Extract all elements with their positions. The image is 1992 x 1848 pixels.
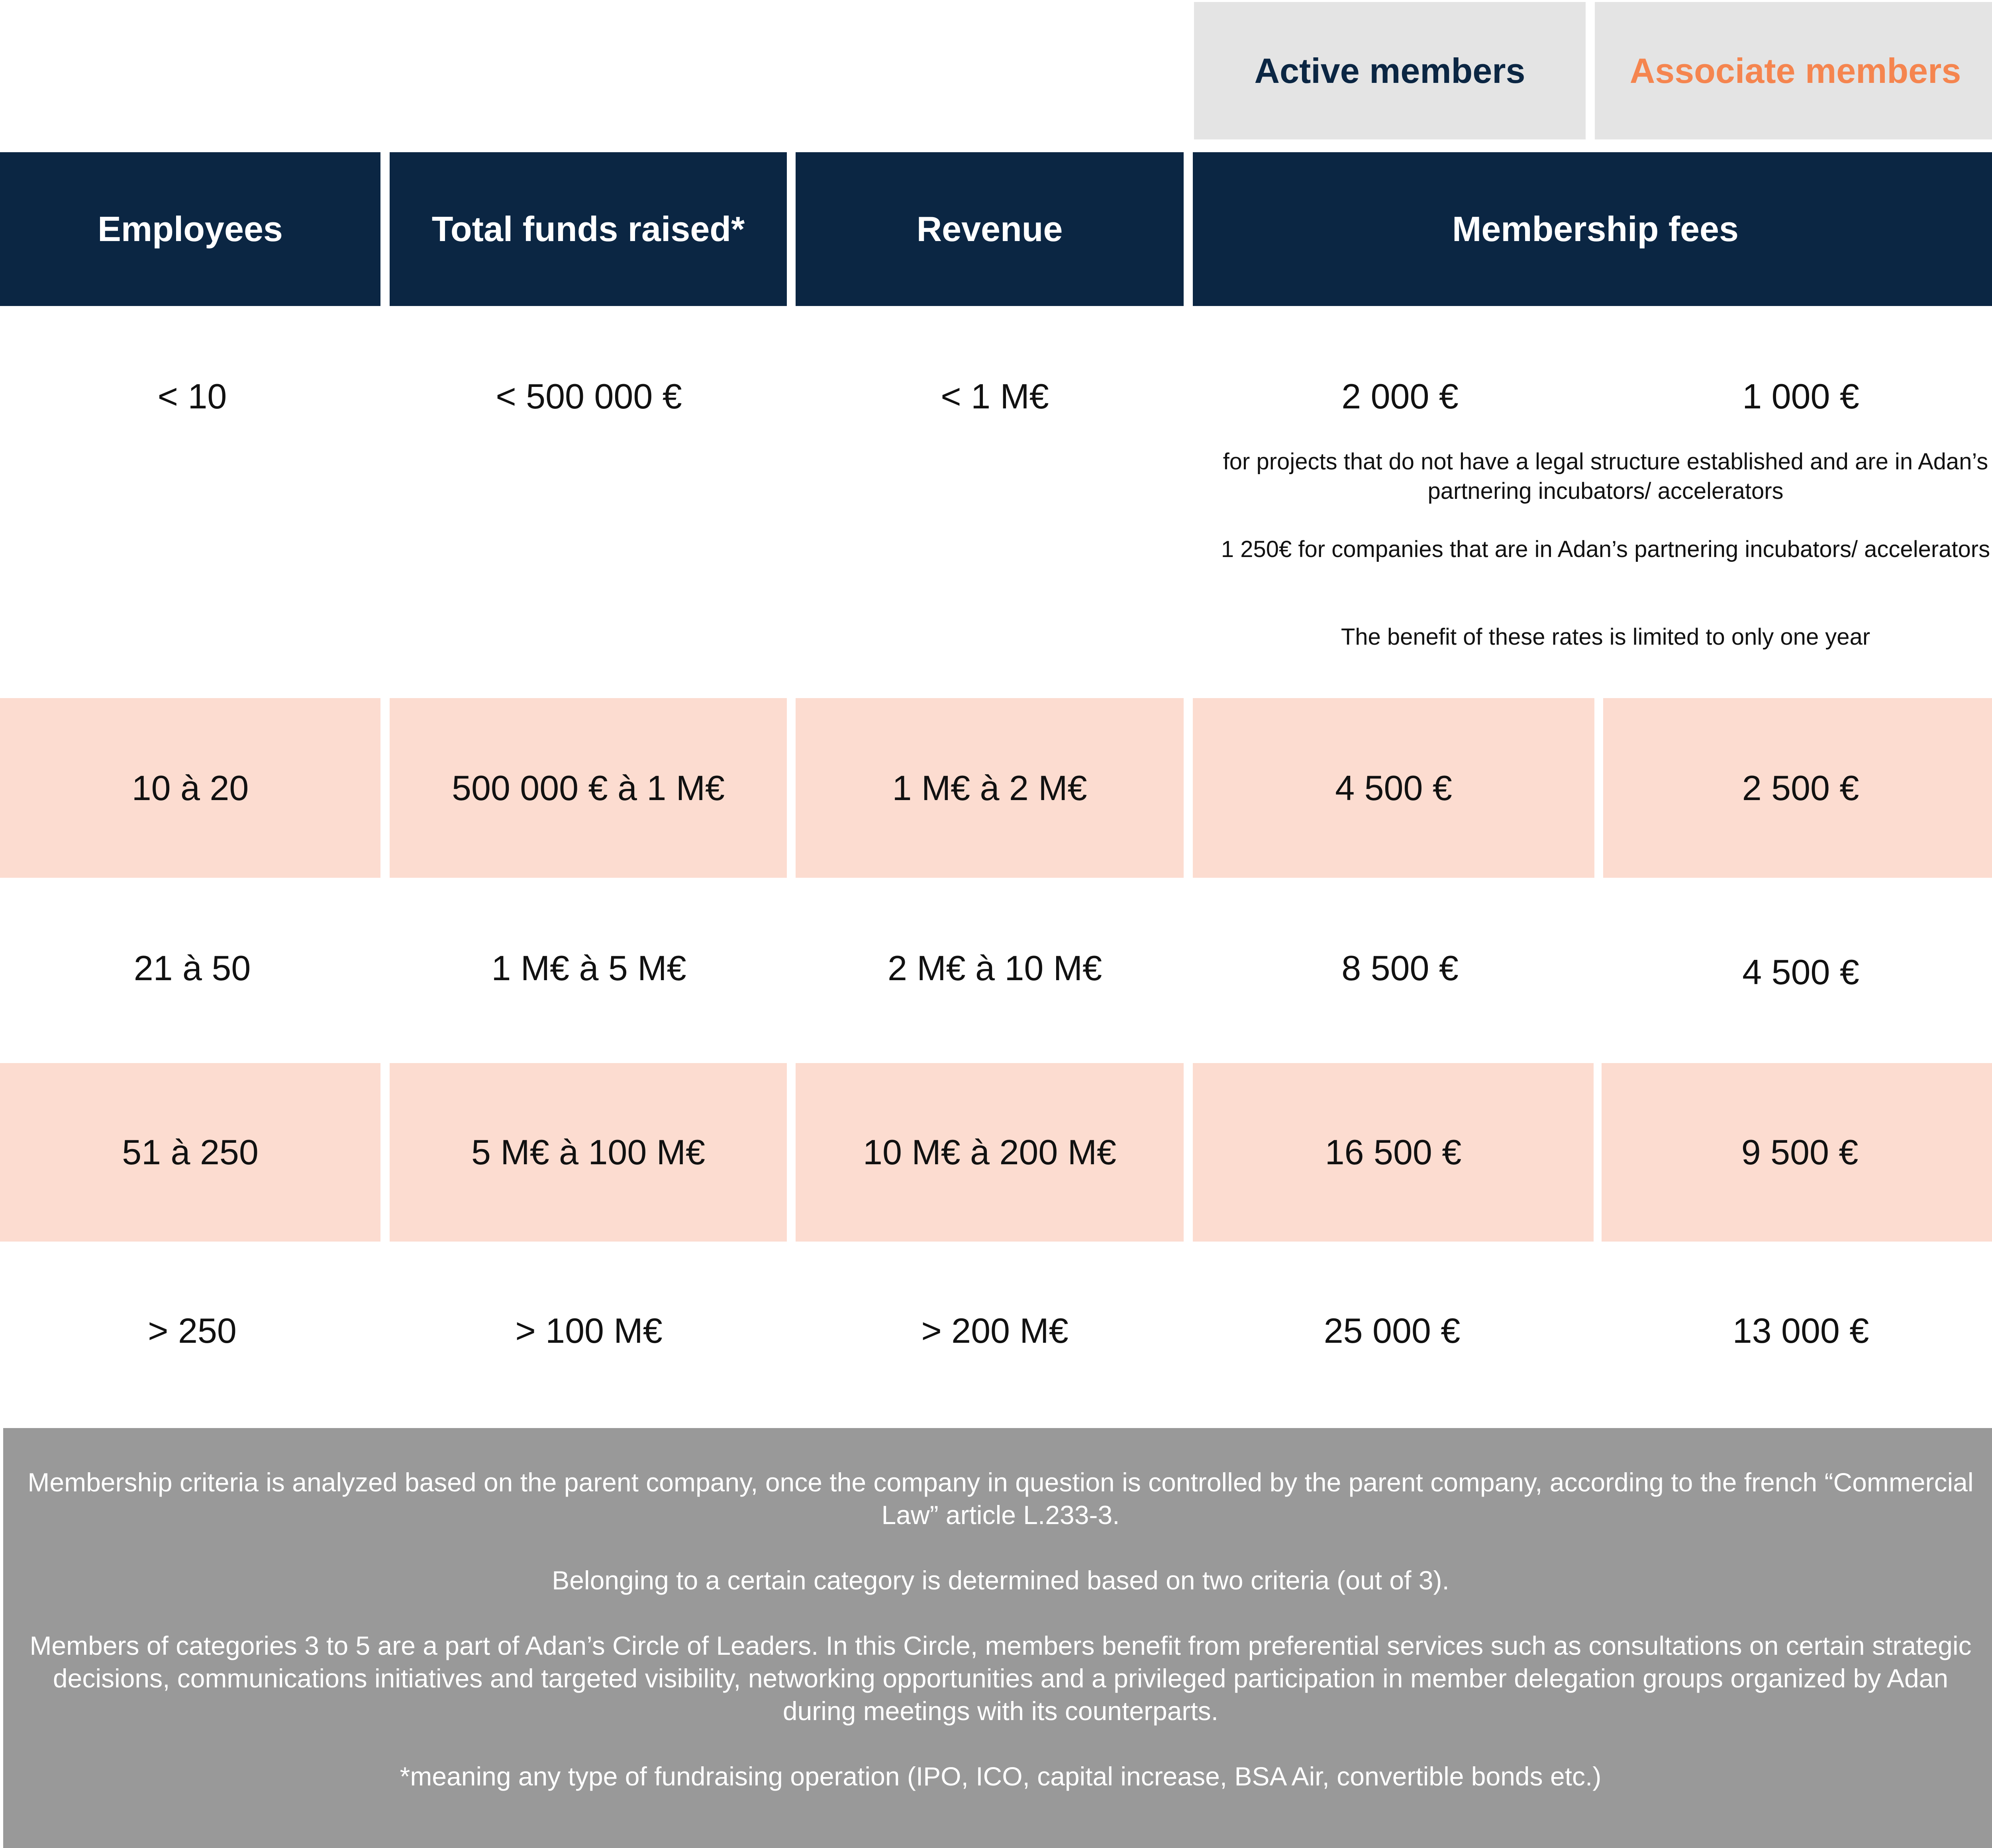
cell-associate-fee: 1 000 € <box>1742 377 1859 416</box>
cell-active-fee: 25 000 € <box>1323 1311 1461 1350</box>
cell-revenue: > 200 M€ <box>921 1311 1069 1350</box>
fee-note-one-year-limit: The benefit of these rates is limited to only one year <box>1341 624 1870 650</box>
cell-total-funds: 500 000 € à 1 M€ <box>390 698 787 878</box>
cell-total-funds: < 500 000 € <box>496 377 682 416</box>
cell-employees: 21 à 50 <box>133 948 251 988</box>
header-membership-fees: Membership fees <box>1193 152 1992 306</box>
cell-associate-fee: 9 500 € <box>1602 1063 1992 1242</box>
footer-parent-company-note: Membership criteria is analyzed based on the parent company, once the company in question is controlled by the parent company, according to the french “Commercial Law” article L.233-3. <box>27 1467 1974 1530</box>
cell-revenue: 1 M€ à 2 M€ <box>796 698 1184 878</box>
cell-employees: 10 à 20 <box>0 698 380 878</box>
cell-revenue: 2 M€ à 10 M€ <box>887 948 1102 988</box>
associate-members-tab: Associate members <box>1595 2 1992 139</box>
cell-active-fee: 8 500 € <box>1341 948 1459 988</box>
fee-note-no-legal-structure: for projects that do not have a legal structure established and are in Adan’s partnering incubators/ accelerators <box>1223 449 1988 504</box>
footer-fundraising-footnote: *meaning any type of fundraising operation (IPO, ICO, capital increase, BSA Air, convertible bonds etc.) <box>400 1762 1602 1791</box>
cell-revenue: 10 M€ à 200 M€ <box>796 1063 1184 1242</box>
cell-employees: > 250 <box>148 1311 237 1350</box>
cell-associate-fee: 13 000 € <box>1732 1311 1869 1350</box>
footer-notes <box>3 1428 1992 1848</box>
cell-associate-fee: 2 500 € <box>1603 698 1992 878</box>
cell-employees: < 10 <box>157 377 227 416</box>
header-total-funds: Total funds raised* <box>390 152 787 306</box>
cell-total-funds: 5 M€ à 100 M€ <box>390 1063 787 1242</box>
cell-associate-fee: 4 500 € <box>1742 952 1859 992</box>
cell-active-fee: 4 500 € <box>1193 698 1594 878</box>
header-employees: Employees <box>0 152 380 306</box>
active-members-tab: Active members <box>1194 2 1586 139</box>
footer-circle-of-leaders-note: Members of categories 3 to 5 are a part of Adan’s Circle of Leaders. In this Circle, members benefit from preferential services such as consultations on certain strategic decisions, communications initiatives and targeted visibility, networking opportunities and a privileged participation in member delegation groups organized by Adan during meetings with its counterparts. <box>29 1631 1972 1726</box>
cell-active-fee: 16 500 € <box>1193 1063 1594 1242</box>
cell-revenue: < 1 M€ <box>941 377 1049 416</box>
header-revenue: Revenue <box>796 152 1184 306</box>
cell-employees: 51 à 250 <box>0 1063 380 1242</box>
fee-note-partnering-companies: 1 250€ for companies that are in Adan’s partnering incubators/ accelerators <box>1221 536 1990 562</box>
cell-active-fee: 2 000 € <box>1341 377 1459 416</box>
cell-total-funds: > 100 M€ <box>515 1311 663 1350</box>
cell-total-funds: 1 M€ à 5 M€ <box>491 948 686 988</box>
footer-category-criteria-note: Belonging to a certain category is determined based on two criteria (out of 3). <box>552 1566 1449 1595</box>
